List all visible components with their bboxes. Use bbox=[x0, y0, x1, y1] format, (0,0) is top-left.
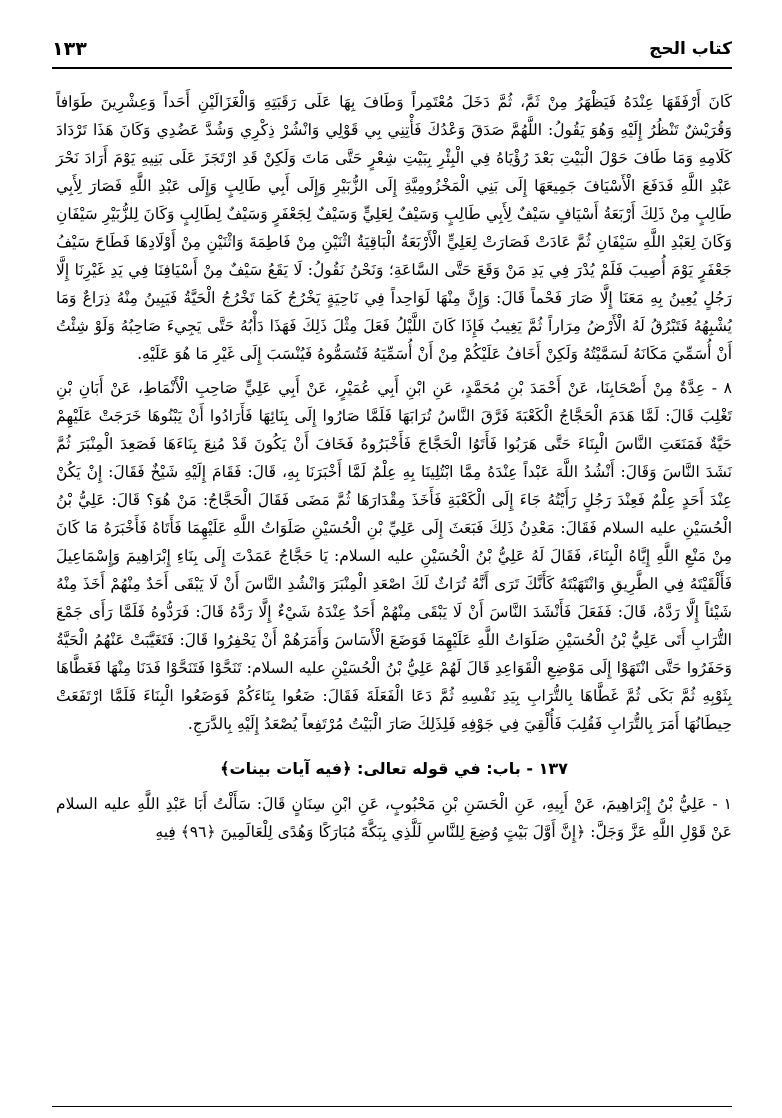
header-rule bbox=[52, 67, 732, 69]
hadith-8: ٨ - عِدَّةٌ مِنْ أَصْحَابِنَا، عَنْ أَحْمَدَ بْنِ مُحَمَّدٍ، عَنِ ابْنِ أَبِي عُمَيْرٍ، عَنْ أَبِي عَلِيٍّ صَاحِبِ الْأَنْمَاطِ، عَنْ أَبَانِ بْنِ تَغْلِبَ قَالَ: لَمَّا هَدَمَ الْحَجَّاجُ الْكَعْبَةَ فَرَّقَ النَّاسُ تُرَابَهَا فَلَمَّا صَارُوا إِلَى بِنَائِهَا فَأَرَادُوا أَنْ يَبْنُوهَا خَرَجَتْ عَلَيْهِمْ حَيَّةٌ فَمَنَعَتِ النَّاسَ الْبِنَاءَ حَتَّى هَرَبُوا فَأَتَوُا الْحَجَّاجَ فَأَخْبَرُوهُ فَخَافَ أَنْ يَكُونَ قَدْ مُنِعَ بِنَاءَهَا فَصَعِدَ الْمِنْبَرَ ثُمَّ نَشَدَ النَّاسَ وَقَالَ: أَنْشُدُ اللَّهَ عَبْداً عِنْدَهُ مِمَّا ابْتُلِينَا بِهِ عِلْمٌ لَمَّا أَخْبَرَنَا بِهِ، قَالَ: فَقَامَ إِلَيْهِ شَيْخٌ فَقَالَ: إِنْ يَكُنْ عِنْدَ أَحَدٍ عِلْمٌ فَعِنْدَ رَجُلٍ رَأَيْتُهُ جَاءَ إِلَى الْكَعْبَةِ فَأَخَذَ مِقْدَارَهَا ثُمَّ مَضَى فَقَالَ الْحَجَّاجُ: مَنْ هُوَ؟ قَالَ: عَلِيُّ بْنُ الْحُسَيْنِ عليه السلام فَقَالَ: مَعْدِنُ ذَلِكَ فَبَعَثَ إِلَى عَلِيِّ بْنِ الْحُسَيْنِ صَلَوَاتُ اللَّهِ عَلَيْهِمَا فَأَتَاهُ فَأَخْبَرَهُ مَا كَانَ مِنْ مَنْعِ اللَّهِ إِيَّاهُ الْبِنَاءَ، فَقَالَ لَهُ عَلِيُّ بْنُ الْحُسَيْنِ عليه السلام: يَا حَجَّاجُ عَمَدْتَ إِلَى بِنَاءِ إِبْرَاهِيمَ وَإِسْمَاعِيلَ فَأَلْقَيْتَهُ فِي الطَّرِيقِ وَانْتَهَبْتَهُ كَأَنَّكَ تَرَى أَنَّهُ تُرَاثٌ لَكَ اصْعَدِ الْمِنْبَرَ وَانْشُدِ النَّاسَ أَنْ لَا يَبْقَى أَحَدٌ مِنْهُمْ أَخَذَ مِنْهُ شَيْئاً إِلَّا رَدَّهُ، قَالَ: فَفَعَلَ فَأَنْشَدَ النَّاسَ أَنْ لَا يَبْقَى مِنْهُمْ أَحَدٌ عِنْدَهُ شَيْءٌ إِلَّا رَدَّهُ قَالَ: فَرَدُّوهُ فَلَمَّا رَأَى جَمْعَ التُّرَابِ أَتَى عَلِيُّ بْنُ الْحُسَيْنِ صَلَوَاتُ اللَّهِ عَلَيْهِمَا فَوَضَعَ الْأَسَاسَ وَأَمَرَهُمْ أَنْ يَحْفِرُوا قَالَ: فَتَغَيَّبَتْ عَنْهُمُ الْحَيَّةُ وَحَفَرُوا حَتَّى انْتَهَوْا إِلَى مَوْضِعِ الْقَوَاعِدِ قَالَ لَهُمْ عَلِيُّ بْنُ الْحُسَيْنِ عليه السلام: تَنَحَّوْا فَتَنَحَّوْا فَدَنَا مِنْهَا فَغَطَّاهَا بِثَوْبِهِ ثُمَّ بَكَى ثُمَّ غَطَّاهَا بِالتُّرَابِ بِيَدِ نَفْسِهِ ثُمَّ دَعَا الْفَعَلَةَ فَقَالَ: ضَعُوا بِنَاءَكُمْ فَوَضَعُوا الْبِنَاءَ فَلَمَّا ارْتَفَعَتْ حِيطَانُهَا أَمَرَ بِالتُّرَابِ فَقُلِبَ فَأُلْقِيَ فِي جَوْفِهِ فَلِذَلِكَ صَارَ الْبَيْتُ مُرْتَفِعاً يُصْعَدُ إِلَيْهِ بِالدَّرَجِ. bbox=[56, 379, 732, 733]
book-title: كتاب الحج bbox=[649, 39, 732, 59]
chapter-heading: ١٣٧ - باب: في قوله تعالى: ﴿فيه آيات بينات﴾ bbox=[220, 759, 568, 778]
hadith-7-continuation: كَانَ أَرْفَقَهَا عِنْدَهُ فَيَظْهَرُ مِنْ ثَمَّ، ثُمَّ دَخَلَ مُعْتَمِراً وَطَافَ بِهَا عَلَى رَقَبَتِهِ وَالْغَزَالَيْنِ أَحَداً وَعِشْرِينَ طَوَافاً وَقُرَيْشٌ تَنْظُرُ إِلَيْهِ وَهُوَ يَقُولُ: اللَّهُمَّ صَدَقَ وَعْدُكَ فَأْتِنِي بِي قَوْلِي وَانْشُرْ ذِكْرِي وَشُدَّ عَضُدِي وَكَانَ هَذَا تَرْدَادَ كَلَامِهِ وَمَا طَافَ حَوْلَ الْبَيْتِ بَعْدَ رُؤْيَاهُ فِي الْبِئْرِ بِبَيْتِ شِعْرٍ حَتَّى مَاتَ وَلَكِنْ قَدِ ارْتَجَزَ عَلَى بَنِيهِ يَوْمَ أَرَادَ نَحْرَ عَبْدِ اللَّهِ فَدَفَعَ الْأَسْيَافَ جَمِيعَهَا إِلَى بَنِي الْمَخْزُومِيَّةِ إِلَى الزُّبَيْرِ وَإِلَى أَبِي طَالِبٍ وَإِلَى عَبْدِ اللَّهِ فَصَارَ لِأَبِي طَالِبٍ مِنْ ذَلِكَ أَرْبَعَةُ أَسْيَافٍ سَيْفٌ لِأَبِي طَالِبٍ وَسَيْفٌ لِعَلِيٍّ وَسَيْفٌ لِجَعْفَرٍ وَسَيْفٌ لِطَالِبٍ وَكَانَ لِلزُّبَيْرِ سَيْفَانِ وَكَانَ لِعَبْدِ اللَّهِ سَيْفَانِ ثُمَّ عَادَتْ فَصَارَتْ لِعَلِيٍّ الْأَرْبَعَةُ الْبَاقِيَةُ اثْنَيْنِ مِنْ فَاطِمَةَ وَاثْنَيْنِ مِنْ أَوْلَادِهَا فَطَاحَ سَيْفُ جَعْفَرٍ يَوْمَ أُصِيبَ فَلَمْ يُدْرَ فِي يَدِ مَنْ وَقَعَ حَتَّى السَّاعَةِ؛ وَنَحْنُ نَقُولُ: لَا يَقَعُ سَيْفٌ مِنْ أَسْيَافِنَا فِي يَدِ غَيْرِنَا إِلَّا رَجُلٍ يُعِينُ بِهِ مَعَنَا إِلَّا صَارَ فَحْماً قَالَ: وَإِنَّ مِنْهَا لَوَاحِداً فِي نَاحِيَةٍ يَخْرُجُ كَمَا تَخْرُجُ الْحَيَّةُ فَيَبِينُ مِنْهُ ذِرَاعٌ وَمَا يُشْبِهُهُ فَتَبْرُقُ لَهُ الْأَرْضُ مِرَاراً ثُمَّ يَغِيبُ فَإِذَا كَانَ اللَّيْلُ فَعَلَ مِثْلَ ذَلِكَ فَهَذَا دَأْبُهُ حَتَّى يَجِيءَ صَاحِبُهُ وَلَوْ شِئْتُ أَنْ أُسَمِّيَ مَكَانَهُ لَسَمَّيْتُهُ وَلَكِنْ أَخَافُ عَلَيْكُمْ مِنْ أَنْ أُسَمِّيَهُ فَتُسَمُّوهُ فَيُنْسَبَ إِلَى غَيْرِ مَا هُوَ عَلَيْهِ. bbox=[56, 93, 732, 363]
page-body bbox=[56, 88, 732, 846]
page-header bbox=[52, 38, 732, 68]
page-number: ١٣٣ bbox=[52, 38, 87, 60]
footer-rule bbox=[52, 1106, 732, 1107]
hadith-1: ١ - عَلِيُّ بْنُ إِبْرَاهِيمَ، عَنْ أَبِيهِ، عَنِ الْحَسَنِ بْنِ مَحْبُوبٍ، عَنِ ابْنِ سِنَانٍ قَالَ: سَأَلْتُ أَبَا عَبْدِ اللَّهِ عليه السلام عَنْ قَوْلِ اللَّهِ عَزَّ وَجَلَّ: ﴿إِنَّ أَوَّلَ بَيْتٍ وُضِعَ لِلنَّاسِ لَلَّذِي بِبَكَّةَ مُبَارَكًا وَهُدًى لِلْعَالَمِينَ ﴿٩٦﴾ فِيهِ bbox=[56, 795, 732, 841]
